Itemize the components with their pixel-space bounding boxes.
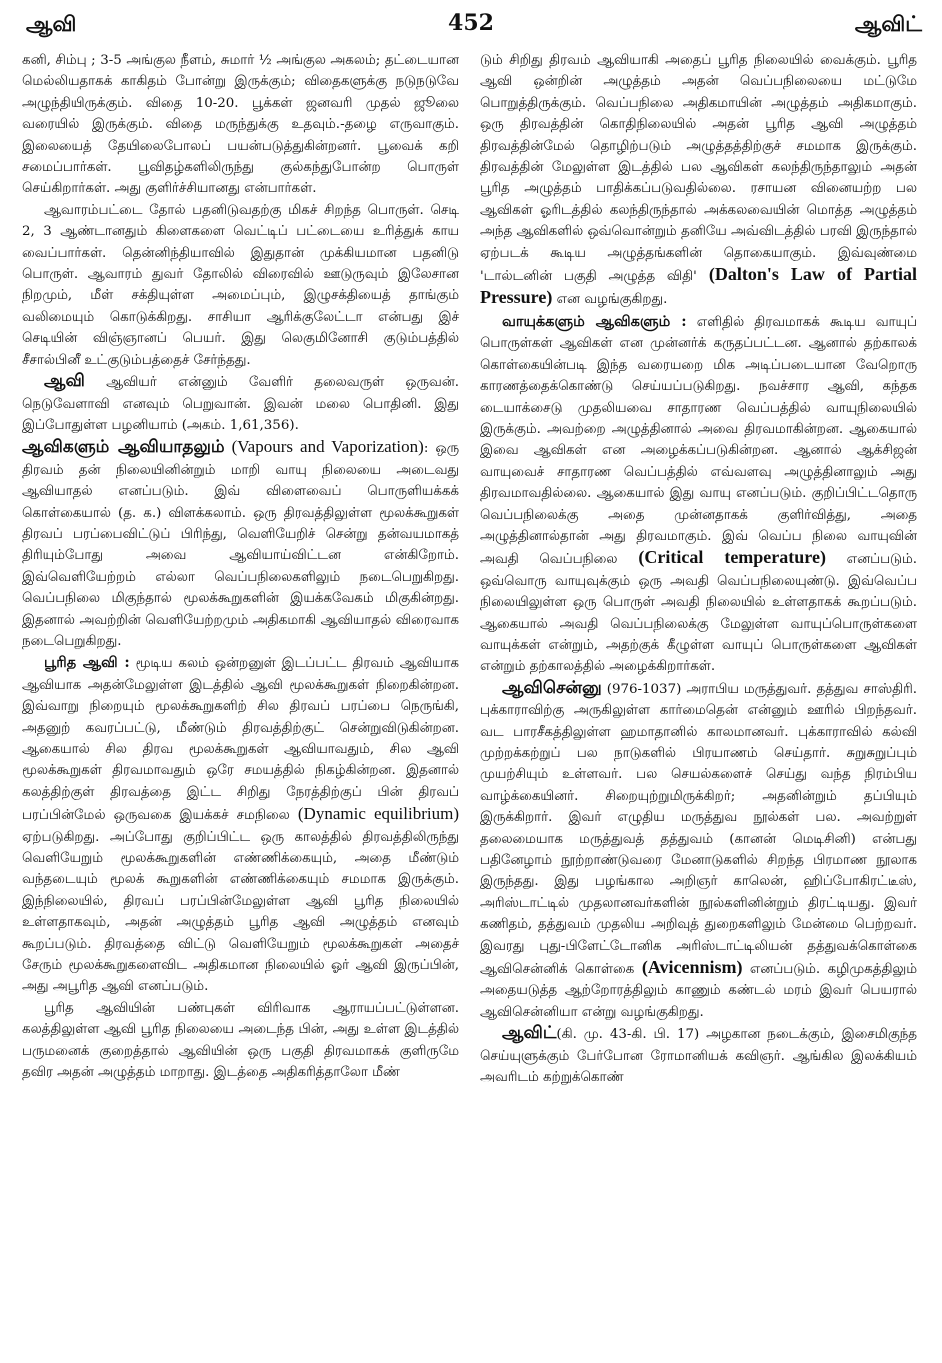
entry-body: : ஒரு திரவம் தன் நிலையினின்றும் மாறி வாயு நிலையை அடைவது ஆவியாதல் எனப்படும். இவ் விளைவைப் பொருளியக்கக் கொள்கையால் (த. க.) விளக்கலாம். ஒரு திரவத்திலுள்ள மூலக்கூறுகள் திரவப் பரப்பைவிட்டுப் பிரிந்து, வெளியேறிச் சென்று தன்வயமாகத் திரியும்போது அவை ஆவியாய்விட்டன என்கிறோம். இவ்வெளியேற்றம் எல்லா வெப்பநிலைகளிலும் நடைபெறுகிறது. வெப்பநிலை மிகுந்தால் மூலக்கூறுகளின் இயக்கவேகம் மிகுகின்றது. இதனால் அவற்றின் வெளியேற்றமும் அதிகமாகி ஆவியாதல் விரைவாக நடைபெறுகிறது. xyxy=(22,441,459,649)
entry-body: எனப்படும். கழிமுகத்திலும் அதையடுத்த ஆற்றோரத்திலும் காணும் கண்டல் மரம் இவர் பெயரால் ஆவிசென்னியா என்று வழங்குகிறது. xyxy=(480,962,917,1020)
entry-title: ஆவிசென்னு xyxy=(502,677,602,698)
entry-english-title: (Vapours and Vaporization) xyxy=(224,437,424,457)
subentry-title: வாயுக்களும் ஆவிகளும் : xyxy=(502,312,687,330)
header-left-guide-word: ஆவி xyxy=(26,12,77,36)
entry-body: (கி. மு. 43-கி. பி. 17) அழகான நடைக்கும், இசைமிகுந்த செய்யுளுக்கும் பேர்போன ரோமானியக் கவிஞர். ஆங்கில இலக்கியம் அவரிடம் கற்றுக்கொண் xyxy=(480,1027,917,1086)
entry-title: ஆவிகளும் ஆவியாதலும் xyxy=(22,437,225,458)
paragraph-body: டும் சிறிது திரவம் ஆவியாகி அதைப் பூரித நிலையில் வைக்கும். பூரித ஆவி ஒன்றின் அழுத்தம் அதன் வெப்பநிலையை மட்டுமே பொறுத்திருக்கும். வெப்பநிலை அதிகமாயின் அழுத்தம் அதிகமாகும். ஒரு திரவத்தின் கொதிநிலையில் அதன் பூரித ஆவி அழுத்தம் திரவத்தின்மேல் தொழிற்படும் அழுத்தத்திற்குச் சமமாக இருக்கும். திரவத்தின் மேலுள்ள இடத்தில் பல ஆவிகள் கலந்திருந்தாலும் அதன் பூரித அழுத்தம் பாதிக்கப்படுவதில்லை. ரசாயன வினையற்ற பல ஆவிகள் ஓரிடத்தில் கலந்திருந்தால் அக்கலவையின் மொத்த அழுத்தம் அந்த ஆவிகளில் ஒவ்வொன்றும் தனியே அவ்விடத்தில் பரவி இருந்தால் ஏற்படக் கூடிய அழுத்தங்களின் தொகையாகும். இவ்வுண்மை 'டால்டனின் பகுதி அழுத்த விதி' xyxy=(480,53,917,285)
entry-avicenna xyxy=(480,678,917,1024)
entry-body: ஆவியர் என்னும் வேளிர் தலைவருள் ஒருவன். நெடுவேளாவி எனவும் பெறுவான். இவன் மலை பொதினி. இது இப்போதுள்ள பழனியாம் (அகம். 1,61,356). xyxy=(22,375,459,433)
paragraph: ஆவாரம்பட்டை தோல் பதனிடுவதற்கு மிகச் சிறந்த பொருள். செடி 2, 3 ஆண்டானதும் கிளைகளை வெட்டிப் பட்டையை உரித்துக் காய வைப்பார்கள். தென்னிந்தியாவில் இதுதான் முக்கியமான பதனிடு பொருள். ஆவாரம் துவர் தோலில் விரைவில் ஊடுருவும் இலேசான நிறமும், மீள் சக்தியுள்ள அமைப்பும், இழுசக்தியைத் தாங்கும் வலிமையும் கொடுக்கிறது. சாசியா ஆரிக்குலேட்டா என்பது இச் செடியின் விஞ்ஞானப் பெயர். இது லெகுமினோசி குடும்பத்தில் சீசால்பினீ உட்குடும்பத்தைச் சேர்ந்தது. xyxy=(22,202,459,368)
subentry-saturated-vapour xyxy=(22,652,459,998)
paragraph xyxy=(480,50,917,311)
paragraph: பூரித ஆவியின் பண்புகள் விரிவாக ஆராயப்பட்டுள்ளன. கலத்திலுள்ள ஆவி பூரித நிலையை அடைந்த பின், அது உள்ள இடத்தில் பருமனைக் குறைத்தால் ஆவியின் ஒரு பகுதி திரவமாகக் குளிருமே தவிர அதன் அழுத்தம் மாறாது. இடத்தை அதிகரித்தாலோ மீண் xyxy=(22,1000,459,1081)
subentry-body: மூடிய கலம் ஒன்றனுள் இடப்பட்ட திரவம் ஆவியாக ஆவியாக அதன்மேலுள்ள இடத்தில் ஆவி மூலக்கூறுகள் நிறைகின்றன. இவ்வாறு நிறையும் மூலக்கூறுகளிற் சில திரவப் பரப்பை நெருங்கி, அதனுற் கவரப்பட்டு, மீண்டும் திரவத்திற்குட் சென்றுவிடுகின்றன. ஆகையால் சில திரவ மூலக்கூறுகள் ஆவியாவதும், சில ஆவி மூலக்கூறுகள் திரவமாவதும் ஒரே சமயத்தில் நிகழ்கின்றன. இதனால் கலத்திற்குள் திரவத்தை இட்ட சிறிது நேரத்திற்குப் பின் திரவப் பரப்பின்மேல் ஒருவகை இயக்கச் சமநிலை xyxy=(22,656,459,824)
paragraph-body: என வழங்குகிறது. xyxy=(552,292,668,308)
english-term: (Dynamic equilibrium) xyxy=(289,804,459,824)
english-term: (Critical temperature) xyxy=(617,547,826,568)
subentry-body: எளிதில் திரவமாகக் கூடிய வாயுப் பொருள்கள் ஆவிகள் என முன்னர்க் கருதப்பட்டன. ஆனால் தற்காலக் கொள்கையின்படி இந்த வரையறை மிக அடிப்படையான வேறொரு காரணத்தைக்கொண்டு செய்யப்படுகிறது. நவச்சார ஆவி, கந்தக டையாக்சைடு முதலியவை சாதாரண வெப்பத்தில் வாயுநிலையில் இருக்கும். அவற்றை அழுத்தினால் அவை திரவமாகின்றன. ஆகையால் இவை ஆவிகள் என அழைக்கப்படுகின்றன. ஆனால் ஆக்சிஜன் வாயுவைச் சாதாரண வெப்பத்தில் எவ்வளவு அழுத்தினாலும் அது திரவமாவதில்லை. ஆகையால் இது வாயு எனப்படும். குறிப்பிட்டதொரு வெப்பநிலைக்கு அதை முன்னதாகக் குளிர்வித்து, அதை அழுத்தினால்தான் அது திரவமாகும். இவ் வெப்ப நிலை வாயுவின் அவதி வெப்பநிலை xyxy=(480,314,917,568)
paragraph: கனி, சிம்பு ; 3-5 அங்குல நீளம், சுமார் ½ அங்குல அகலம்; தட்டையான மெல்லியதாகக் காகிதம் போன்று இருக்கும்; விதைகளுக்கு நடுநடுவே அழுந்தியிருக்கும். விதை 10-20. பூக்கள் ஜனவரி முதல் ஜூலை வரையில் இருக்கும். விதை மருந்துக்கு உதவும்.-தழை எருவாகும். இலையைத் தேயிலைபோலப் பயன்படுத்துகின்றனர். பூவைக் கறி சமைப்பார்கள். பூவிதழ்களிலிருந்து குல்கந்துபோன்ற பொருள் செய்கிறார்கள். அது குளிர்ச்சியானது என்பார்கள். xyxy=(22,53,459,197)
english-term: (Avicennism) xyxy=(634,957,743,978)
entry-body: (976-1037) அராபிய மருத்துவர். தத்துவ சாஸ்திரி. புக்காராவிற்கு அருகிலுள்ள கார்மைதென் என்னும் ஊரில் பிறந்தவர். வட பாரசீகத்திலுள்ள ஹமாதானில் காலமானவர். புக்காராவில் கல்வி முற்றக்கற்றுப் பல நாடுகளில் பிரயாணம் செய்தார். சுறுசுறுப்பும் முயற்சியும் உள்ளவர். பல செயல்களைச் செய்து வந்த நிரம்பிய வாழ்க்கையினர். சிறையுற்றுமிருக்கிறர்; அதனின்றும் தப்பியும் இருக்கிறார். இவர் எழுதிய மருத்துவ நூல்கள் பல. அவற்றுள் தலைமையாக மருத்துவத் தத்துவம் (கானன் மெடிசினி) என்பது பதினேழாம் நூற்றாண்டுவரை மேனாடுகளில் சிறந்த பிரமாண நூலாக இருந்தது. இது பழங்கால அறிஞர் காலென், ஹிப்போகிரட்டீஸ், அரிஸ்டாட்டில் முதலானவர்களின் நூல்களினின்றும் திரட்டியது. இவர் கணிதம், தத்துவம் முதலிய அறிவுத் துறைகளிலும் மேன்மை பெற்றவர். இவரது புது-பிளேட்டோனிக அரிஸ்டாட்டிலியன் தத்துவக்கொள்கை ஆவிசென்னிக் கொள்கை xyxy=(480,681,917,978)
entry-ovid xyxy=(480,1023,917,1088)
subentry-body: எனப்படும். ஒவ்வொரு வாயுவுக்கும் ஒரு அவதி வெப்பநிலையுண்டு. இவ்வெப்ப நிலையிலுள்ள ஒரு பொருள் அவதி நிலையில் உள்ளதாகக் கூறப்படும். ஆகையால் அவதி வெப்பநிலைக்கு மேலுள்ள வாயுப்பொருள்களை வாயுக்கள் என்றும், அதற்குக் கீழுள்ள வாயுப் பொருள்களை ஆவிகள் என்றும் தற்காலத்தில் அழைக்கிறார்கள். xyxy=(480,552,917,675)
entry-vapours xyxy=(22,436,459,652)
subentry-gases-and-vapours xyxy=(480,311,917,678)
entry-aavi xyxy=(22,371,459,436)
left-column xyxy=(22,50,459,1355)
page-number: 452 xyxy=(448,10,494,36)
english-term: (Dalton's Law of Partial Pressure) xyxy=(480,264,917,308)
entry-title: ஆவிட் xyxy=(502,1023,557,1044)
right-column xyxy=(480,50,917,1355)
header-right-guide-word: ஆவிட் xyxy=(854,12,922,36)
subentry-body: ஏற்படுகிறது. அப்போது குறிப்பிட்ட ஒரு காலத்தில் திரவத்திலிருந்து வெளியேறும் மூலக்கூறுகளின் எண்ணிக்கையும், அதை மீண்டும் வந்தடையும் மூலக் கூறுகளின் எண்ணிக்கையும் சமமாக இருக்கும். இந்நிலையில், திரவப் பரப்பின்மேலுள்ள ஆவி பூரித நிலையில் உள்ளதாகவும், அதன் அழுத்தம் பூரித ஆவி அழுத்தம் எனவும் கூறப்படும். திரவத்தை விட்டு வெளியேறும் மூலக்கூறுகள் அதைச் சேரும் மூலக்கூறுகளைவிட அதிகமான நிலையில் ஓர் ஆவி இருப்பின், அது அபூரித ஆவி எனப்படும். xyxy=(22,829,459,995)
entry-title: ஆவி xyxy=(44,371,85,392)
subentry-title: பூரித ஆவி : xyxy=(44,654,130,672)
